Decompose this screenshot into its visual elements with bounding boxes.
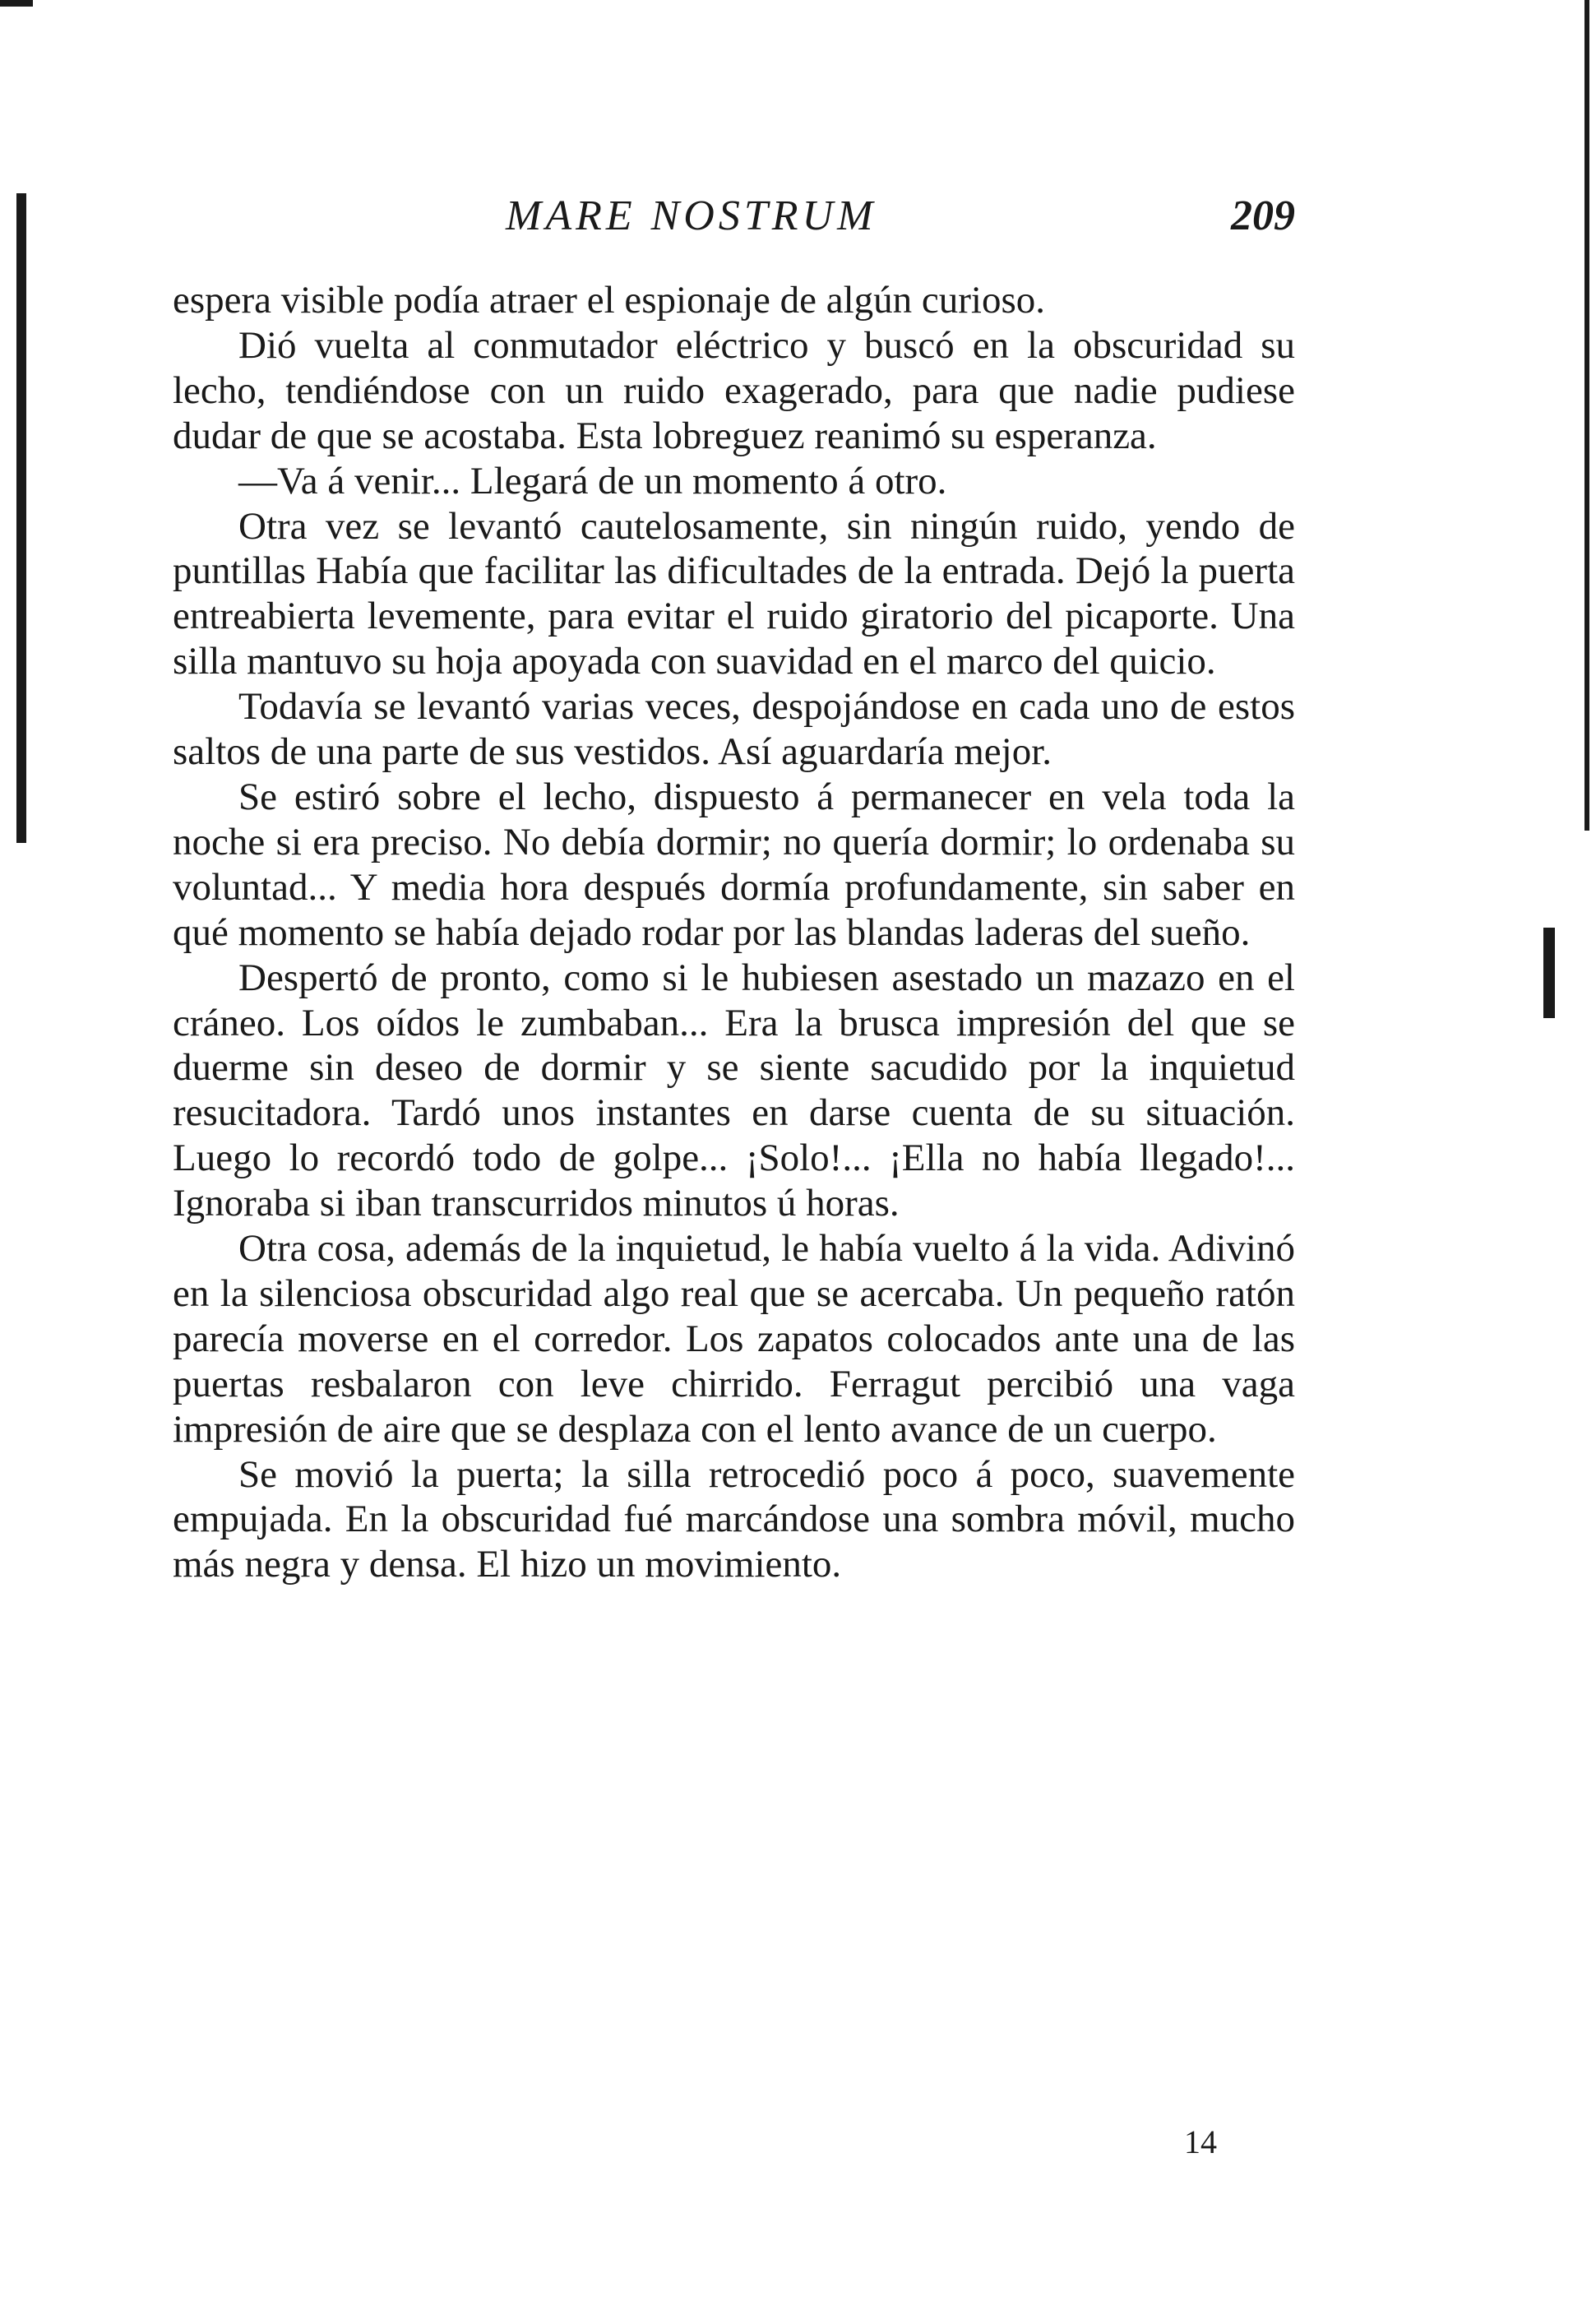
page-edge-line bbox=[1584, 0, 1589, 831]
binding-shadow bbox=[16, 193, 26, 843]
paragraph: Se estiró sobre el lecho, dispuesto á permanecer en vela toda la noche si era preciso. No debía dormir; no quería dormir; lo ordenaba su voluntad... Y media hora después dormía profundamente, sin saber en qué momento se había dejado rodar por las blandas laderas del sueño. bbox=[173, 775, 1295, 954]
paragraph: Dió vuelta al conmutador eléctrico y buscó en la obscuridad su lecho, tendiéndose con un ruido exagerado, para que nadie pudiese dudar de que se acostaba. Esta lobreguez reanimó su esperanza. bbox=[173, 323, 1295, 457]
scan-edge-mark bbox=[0, 0, 33, 7]
signature-mark: 14 bbox=[1184, 2123, 1217, 2160]
paragraph: —Va á venir... Llegará de un momento á otro. bbox=[238, 459, 947, 502]
running-title: MARE NOSTRUM bbox=[506, 192, 877, 239]
scan-artifact bbox=[1543, 928, 1555, 1018]
paragraph: Todavía se levantó varias veces, despojándose en cada uno de estos saltos de una parte de sus vestidos. Así aguardaría mejor. bbox=[173, 685, 1295, 774]
page-number: 209 bbox=[1231, 192, 1295, 239]
paragraph: Se movió la puerta; la silla retrocedió poco á poco, suavemente empujada. En la obscuridad fué marcándose una sombra móvil, mucho más negra y densa. El hizo un movimiento. bbox=[173, 1452, 1295, 1586]
paragraph: Otra cosa, además de la inquietud, le había vuelto á la vida. Adivinó en la silenciosa obscuridad algo real que se acercaba. Un pequeño ratón parecía moverse en el corredor. Los zapatos colocados ante una de las puertas resbalaron con leve chirrido. Ferragut percibió una vaga impresión de aire que se desplaza con el lento avance de un cuerpo. bbox=[173, 1227, 1295, 1451]
paragraph: Otra vez se levantó cautelosamente, sin ningún ruido, yendo de puntillas Había que facilitar las dificultades de la entrada. Dejó la puerta entreabierta levemente, para evitar el ruido giratorio del picaporte. Una silla mantuvo su hoja apoyada con suavidad en el marco del quicio. bbox=[173, 504, 1295, 683]
paragraph: espera visible podía atraer el espionaje de algún curioso. bbox=[173, 279, 1046, 322]
running-head bbox=[173, 188, 1295, 245]
paragraph: Despertó de pronto, como si le hubiesen asestado un mazazo en el cráneo. Los oídos le zumbaban... Era la brusca impresión del que se duerme sin deseo de dormir y se siente sacudido por la inquietud resucitadora. Tardó unos instantes en darse cuenta de su situación. Luego lo recordó todo de golpe... ¡Solo!... ¡Ella no había llegado!... Ignoraba si iban transcurridos minutos ú horas. bbox=[173, 956, 1295, 1225]
body-text bbox=[173, 278, 1295, 1587]
